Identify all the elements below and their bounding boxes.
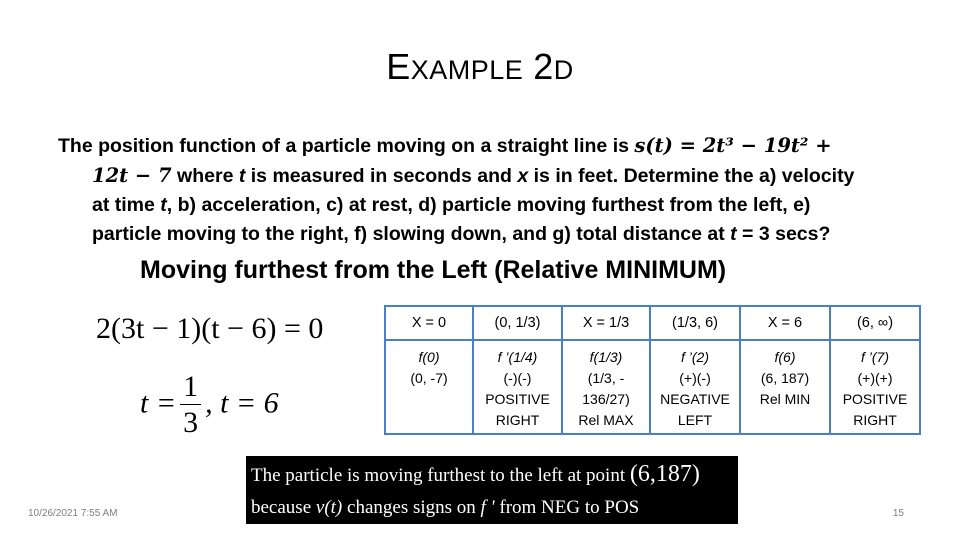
answer-box [246,456,738,524]
slide-number: 15 [892,508,904,519]
sign-header: X = 6 [740,306,830,340]
answer-line-2: because v(t) changes signs on f ' from NEG to POS [251,497,640,518]
footer-date: 10/26/2021 7:55 AM [28,508,118,519]
sign-header: (6, ∞) [830,306,920,340]
factored-equation: 2(3t − 1)(t − 6) = 0 [96,312,324,345]
sign-table-header-row [385,306,920,340]
sign-cell: f(6) (6, 187) Rel MIN [740,340,830,434]
sign-cell: f(0) (0, -7) [385,340,473,434]
problem-bullet: The position function of a particle moving on a straight line is s(t) = 2t³ − 19t² + [58,134,832,157]
position-formula-part2: 12t − 7 [92,164,172,187]
title-initial: E [386,46,411,87]
sign-header: X = 1/3 [562,306,650,340]
solution-equation: t = $\frac{1}{3}$ , t = 6 [140,370,279,439]
sign-table-body-row [385,340,920,434]
sign-cell: f ’(2) (+)(-) NEGATIVE LEFT [650,340,740,434]
sign-cell: f ’(7) (+)(+) POSITIVE RIGHT [830,340,920,434]
problem-statement: The position function of a particle moving on a straight line is s(t) = 2t³ − 19t² + 12t − 7 where t is measured in seconds and x is in feet. Determine the a) velocity at time t, b) acceleration, c) at rest, d) particle moving furthest from the left, e) particle moving to the right, f) slowing down, and g) total distance at t = 3 secs? [58,134,855,245]
title-number: 2 [533,46,554,87]
sign-cell: f ’(1/4) (-)(-) POSITIVE RIGHT [473,340,562,434]
sign-cell: f(1/3) (1/3, - 136/27) Rel MAX [562,340,650,434]
title-rest: XAMPLE [410,55,524,85]
position-formula-part1: s(t) = 2t³ − 19t² + [634,134,832,157]
sign-header: (1/3, 6) [650,306,740,340]
sign-table [384,305,921,435]
answer-line-1: The particle is moving furthest to the left at point (6,187) [251,461,700,487]
section-heading: Moving furthest from the Left (Relative MINIMUM) [140,256,727,284]
answer-point: (6,187) [629,461,700,487]
sign-header: X = 0 [385,306,473,340]
title-letter: D [553,55,574,85]
sign-header: (0, 1/3) [473,306,562,340]
slide-title [0,46,960,88]
one-third-fraction: $\frac{1}{3}$ [180,370,201,441]
